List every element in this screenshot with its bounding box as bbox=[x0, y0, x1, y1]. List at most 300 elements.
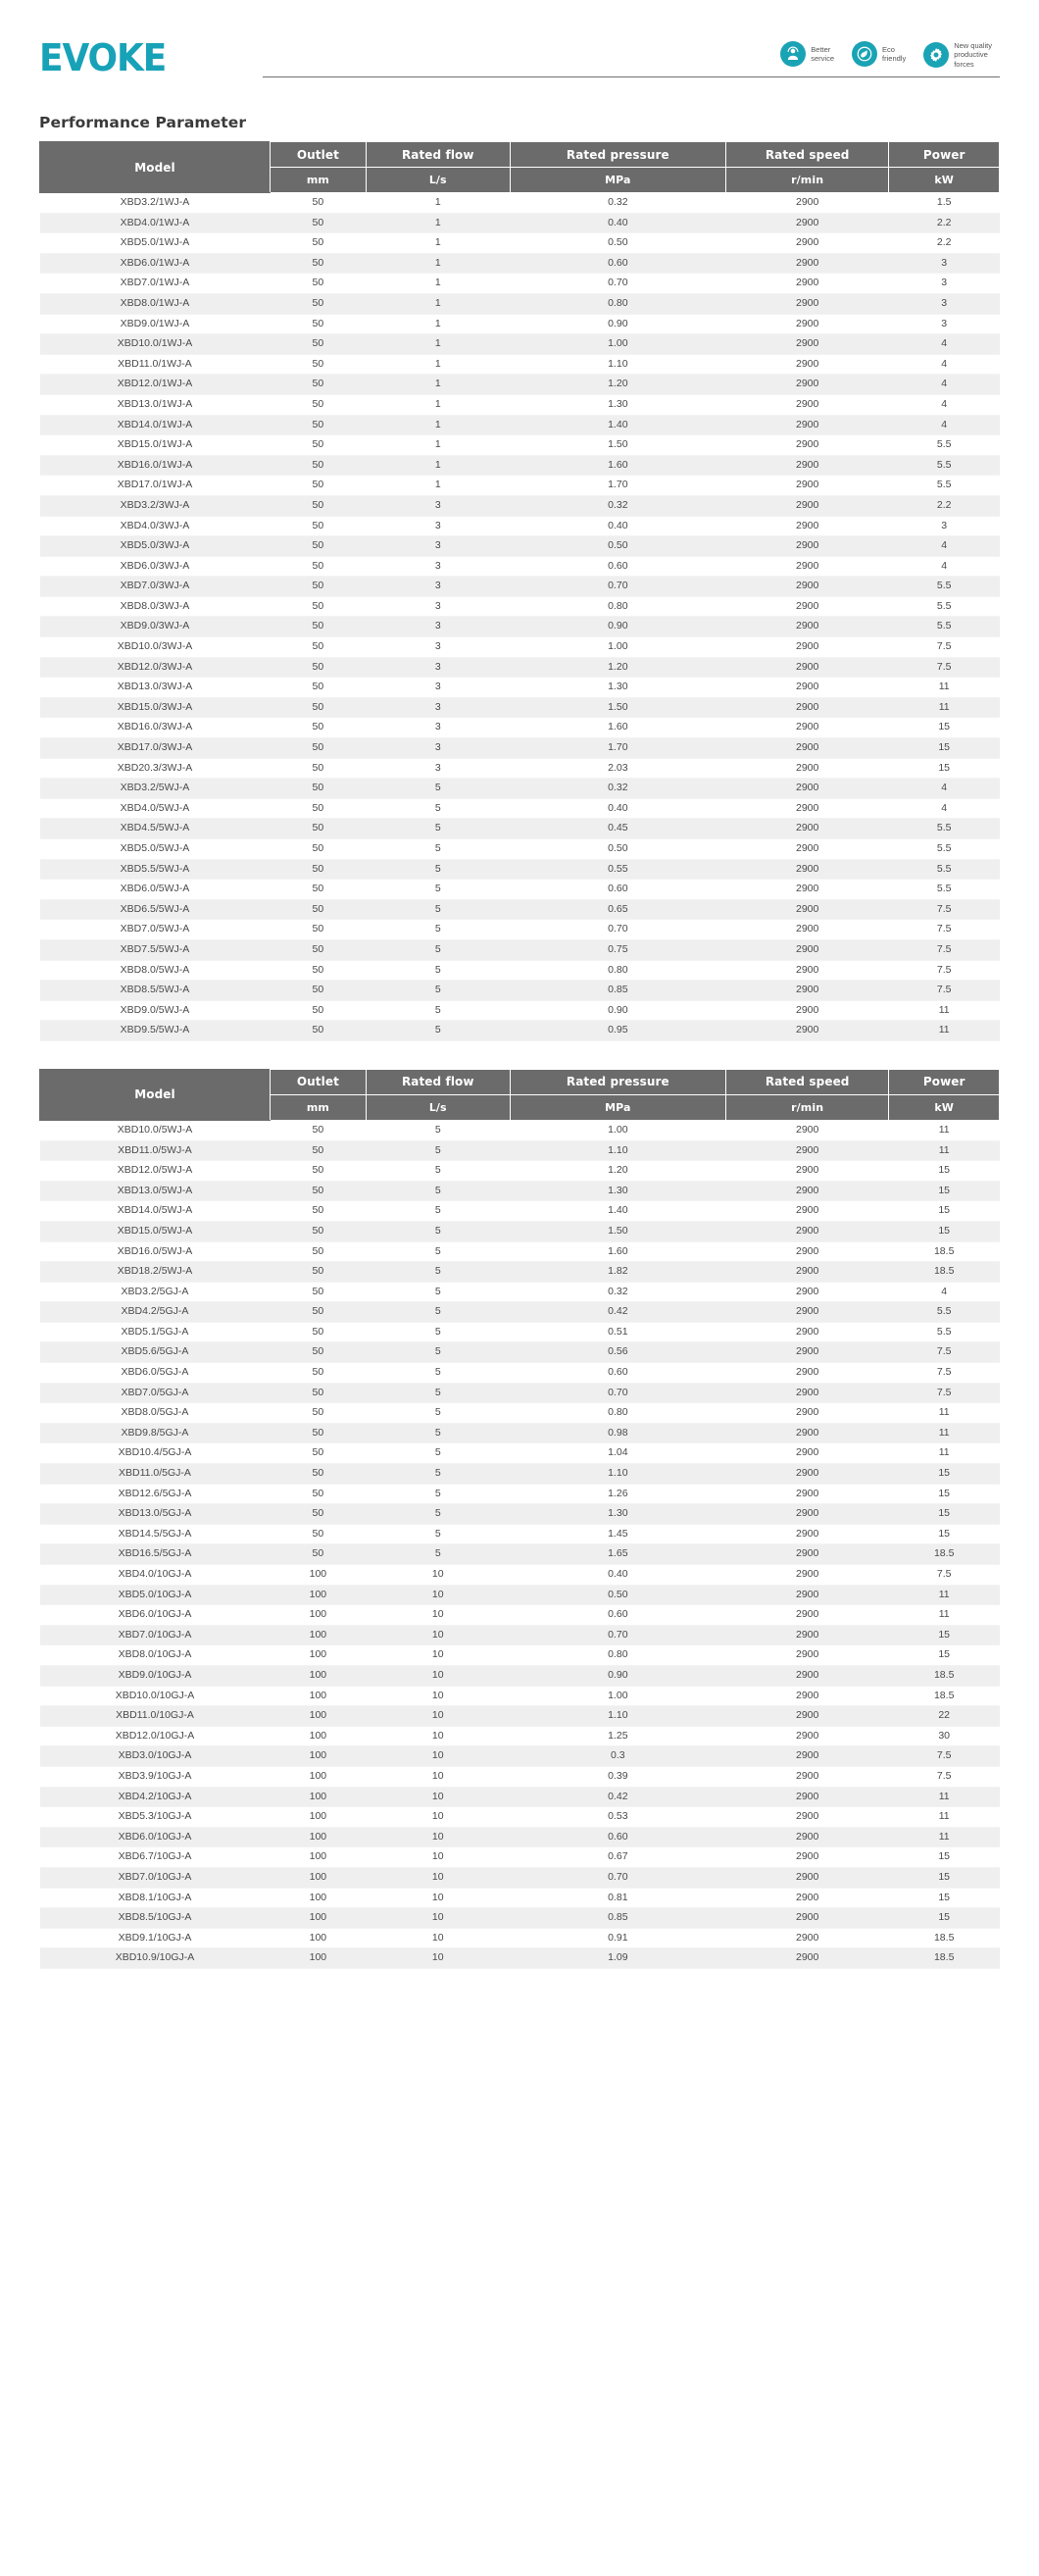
cell-outlet: 50 bbox=[270, 375, 366, 395]
cell-model: XBD8.0/5GJ-A bbox=[40, 1403, 271, 1424]
cell-rated-pressure: 0.80 bbox=[510, 1403, 725, 1424]
cell-power: 11 bbox=[889, 1021, 1000, 1041]
cell-rated-speed: 2900 bbox=[725, 516, 888, 536]
cell-outlet: 100 bbox=[270, 1847, 366, 1868]
cell-model: XBD10.9/10GJ-A bbox=[40, 1948, 271, 1969]
cell-rated-speed: 2900 bbox=[725, 1928, 888, 1948]
cell-rated-pressure: 0.32 bbox=[510, 779, 725, 799]
cell-rated-flow: 5 bbox=[366, 1403, 510, 1424]
table-row bbox=[40, 1524, 1000, 1544]
cell-model: XBD17.0/1WJ-A bbox=[40, 476, 271, 496]
table-row bbox=[40, 1403, 1000, 1424]
badge-better-service-label bbox=[811, 45, 834, 64]
cell-rated-flow: 5 bbox=[366, 859, 510, 880]
cell-power: 5.5 bbox=[889, 859, 1000, 880]
table-row bbox=[40, 394, 1000, 415]
table-row bbox=[40, 1787, 1000, 1807]
cell-rated-flow: 10 bbox=[366, 1928, 510, 1948]
table-row bbox=[40, 1262, 1000, 1283]
col-header-outlet: Outlet bbox=[270, 1069, 366, 1094]
cell-outlet: 50 bbox=[270, 193, 366, 214]
cell-outlet: 50 bbox=[270, 819, 366, 839]
cell-rated-speed: 2900 bbox=[725, 1322, 888, 1342]
cell-outlet: 100 bbox=[270, 1766, 366, 1787]
table-row bbox=[40, 1605, 1000, 1626]
table-row bbox=[40, 354, 1000, 375]
cell-model: XBD8.0/5WJ-A bbox=[40, 960, 271, 981]
cell-rated-pressure: 1.40 bbox=[510, 1201, 725, 1222]
cell-rated-speed: 2900 bbox=[725, 1605, 888, 1626]
col-unit-mpa: MPa bbox=[510, 1094, 725, 1120]
badge-line-2: service bbox=[811, 53, 835, 63]
cell-rated-pressure: 0.60 bbox=[510, 253, 725, 274]
cell-rated-flow: 1 bbox=[366, 314, 510, 334]
cell-rated-speed: 2900 bbox=[725, 1140, 888, 1161]
cell-rated-pressure: 1.50 bbox=[510, 697, 725, 718]
cell-rated-pressure: 1.82 bbox=[510, 1262, 725, 1283]
cell-model: XBD4.2/5GJ-A bbox=[40, 1302, 271, 1323]
cell-power: 5.5 bbox=[889, 577, 1000, 597]
cell-outlet: 100 bbox=[270, 1807, 366, 1828]
cell-power: 11 bbox=[889, 1120, 1000, 1140]
cell-rated-pressure: 0.40 bbox=[510, 213, 725, 233]
table-row bbox=[40, 657, 1000, 678]
cell-rated-flow: 3 bbox=[366, 596, 510, 617]
cell-power: 11 bbox=[889, 1787, 1000, 1807]
cell-rated-pressure: 0.91 bbox=[510, 1928, 725, 1948]
cell-outlet: 50 bbox=[270, 657, 366, 678]
cell-outlet: 50 bbox=[270, 1262, 366, 1283]
table-row bbox=[40, 1645, 1000, 1666]
cell-rated-flow: 5 bbox=[366, 839, 510, 860]
cell-outlet: 50 bbox=[270, 617, 366, 637]
cell-power: 7.5 bbox=[889, 920, 1000, 940]
cell-rated-pressure: 0.32 bbox=[510, 495, 725, 516]
cell-power: 18.5 bbox=[889, 1544, 1000, 1565]
table-row bbox=[40, 476, 1000, 496]
cell-rated-flow: 5 bbox=[366, 1544, 510, 1565]
cell-outlet: 50 bbox=[270, 1403, 366, 1424]
cell-model: XBD7.0/5WJ-A bbox=[40, 920, 271, 940]
cell-rated-pressure: 1.20 bbox=[510, 1161, 725, 1182]
cell-outlet: 50 bbox=[270, 1000, 366, 1021]
cell-rated-flow: 5 bbox=[366, 960, 510, 981]
cell-rated-flow: 5 bbox=[366, 1241, 510, 1262]
cell-model: XBD12.6/5GJ-A bbox=[40, 1484, 271, 1504]
cell-power: 11 bbox=[889, 1605, 1000, 1626]
cell-outlet: 50 bbox=[270, 455, 366, 476]
cell-power: 15 bbox=[889, 1888, 1000, 1908]
cell-rated-pressure: 0.32 bbox=[510, 193, 725, 214]
cell-power: 18.5 bbox=[889, 1928, 1000, 1948]
cell-outlet: 50 bbox=[270, 1021, 366, 1041]
cell-rated-speed: 2900 bbox=[725, 1342, 888, 1363]
table-row bbox=[40, 819, 1000, 839]
cell-outlet: 100 bbox=[270, 1665, 366, 1686]
cell-rated-speed: 2900 bbox=[725, 1241, 888, 1262]
cell-power: 7.5 bbox=[889, 1383, 1000, 1403]
cell-rated-speed: 2900 bbox=[725, 596, 888, 617]
table-row bbox=[40, 678, 1000, 698]
cell-outlet: 50 bbox=[270, 495, 366, 516]
cell-power: 4 bbox=[889, 798, 1000, 819]
cell-outlet: 100 bbox=[270, 1928, 366, 1948]
cell-rated-pressure: 0.51 bbox=[510, 1322, 725, 1342]
cell-model: XBD7.0/1WJ-A bbox=[40, 274, 271, 294]
table-row bbox=[40, 1464, 1000, 1485]
cell-rated-pressure: 1.10 bbox=[510, 1464, 725, 1485]
brand-logo[interactable]: EVOKE bbox=[39, 36, 167, 79]
cell-rated-flow: 5 bbox=[366, 1322, 510, 1342]
cell-rated-pressure: 0.90 bbox=[510, 617, 725, 637]
cell-outlet: 50 bbox=[270, 1161, 366, 1182]
cell-model: XBD3.2/5WJ-A bbox=[40, 779, 271, 799]
cell-outlet: 50 bbox=[270, 637, 366, 658]
cell-model: XBD12.0/3WJ-A bbox=[40, 657, 271, 678]
cell-power: 7.5 bbox=[889, 1766, 1000, 1787]
cell-rated-speed: 2900 bbox=[725, 213, 888, 233]
table-row bbox=[40, 1161, 1000, 1182]
cell-rated-speed: 2900 bbox=[725, 1201, 888, 1222]
cell-rated-speed: 2900 bbox=[725, 1302, 888, 1323]
cell-outlet: 50 bbox=[270, 213, 366, 233]
cell-rated-pressure: 0.32 bbox=[510, 1282, 725, 1302]
table-row bbox=[40, 899, 1000, 920]
cell-power: 11 bbox=[889, 1140, 1000, 1161]
cell-outlet: 50 bbox=[270, 334, 366, 355]
cell-model: XBD14.0/5WJ-A bbox=[40, 1201, 271, 1222]
cell-rated-flow: 10 bbox=[366, 1888, 510, 1908]
cell-rated-pressure: 0.65 bbox=[510, 899, 725, 920]
cell-outlet: 100 bbox=[270, 1827, 366, 1847]
cell-power: 7.5 bbox=[889, 637, 1000, 658]
cell-power: 11 bbox=[889, 1000, 1000, 1021]
cell-rated-pressure: 0.70 bbox=[510, 274, 725, 294]
cell-rated-flow: 3 bbox=[366, 516, 510, 536]
cell-power: 11 bbox=[889, 1443, 1000, 1464]
col-header-rated-pressure: Rated pressure bbox=[510, 142, 725, 168]
cell-rated-flow: 10 bbox=[366, 1625, 510, 1645]
col-unit-mm: mm bbox=[270, 1094, 366, 1120]
table-row bbox=[40, 1504, 1000, 1525]
table-row bbox=[40, 1282, 1000, 1302]
cell-rated-flow: 5 bbox=[366, 1363, 510, 1384]
cell-power: 7.5 bbox=[889, 1363, 1000, 1384]
table-row bbox=[40, 253, 1000, 274]
cell-rated-speed: 2900 bbox=[725, 819, 888, 839]
table-row bbox=[40, 596, 1000, 617]
table-row bbox=[40, 536, 1000, 557]
cell-model: XBD4.0/10GJ-A bbox=[40, 1565, 271, 1586]
cell-outlet: 50 bbox=[270, 960, 366, 981]
cell-outlet: 50 bbox=[270, 1504, 366, 1525]
cell-rated-flow: 5 bbox=[366, 1443, 510, 1464]
cell-rated-pressure: 0.60 bbox=[510, 880, 725, 900]
cell-rated-speed: 2900 bbox=[725, 839, 888, 860]
cell-outlet: 50 bbox=[270, 981, 366, 1001]
cell-rated-pressure: 1.00 bbox=[510, 1120, 725, 1140]
cell-model: XBD9.0/3WJ-A bbox=[40, 617, 271, 637]
cell-outlet: 50 bbox=[270, 1363, 366, 1384]
cell-rated-speed: 2900 bbox=[725, 1585, 888, 1605]
cell-outlet: 50 bbox=[270, 415, 366, 435]
col-header-rated-speed: Rated speed bbox=[725, 1069, 888, 1094]
cell-power: 4 bbox=[889, 536, 1000, 557]
cell-outlet: 100 bbox=[270, 1706, 366, 1727]
cell-power: 3 bbox=[889, 314, 1000, 334]
cell-rated-speed: 2900 bbox=[725, 657, 888, 678]
cell-model: XBD12.0/5WJ-A bbox=[40, 1161, 271, 1182]
cell-outlet: 50 bbox=[270, 1524, 366, 1544]
cell-rated-flow: 3 bbox=[366, 718, 510, 738]
performance-table-2 bbox=[39, 1069, 1000, 1969]
cell-rated-pressure: 0.60 bbox=[510, 1827, 725, 1847]
cell-rated-pressure: 0.90 bbox=[510, 1665, 725, 1686]
cell-power: 18.5 bbox=[889, 1686, 1000, 1706]
cell-rated-pressure: 0.85 bbox=[510, 981, 725, 1001]
cell-rated-pressure: 0.80 bbox=[510, 1645, 725, 1666]
cell-outlet: 50 bbox=[270, 476, 366, 496]
cell-rated-pressure: 0.42 bbox=[510, 1787, 725, 1807]
col-unit-mm: mm bbox=[270, 168, 366, 193]
cell-power: 4 bbox=[889, 779, 1000, 799]
table-row bbox=[40, 1302, 1000, 1323]
table-row bbox=[40, 1908, 1000, 1929]
cell-rated-pressure: 1.60 bbox=[510, 455, 725, 476]
cell-power: 7.5 bbox=[889, 1342, 1000, 1363]
table-row bbox=[40, 1888, 1000, 1908]
cell-model: XBD10.0/3WJ-A bbox=[40, 637, 271, 658]
cell-rated-speed: 2900 bbox=[725, 476, 888, 496]
table-row bbox=[40, 1928, 1000, 1948]
cell-power: 15 bbox=[889, 1645, 1000, 1666]
cell-rated-speed: 2900 bbox=[725, 1262, 888, 1283]
cell-rated-flow: 3 bbox=[366, 637, 510, 658]
cell-outlet: 50 bbox=[270, 1302, 366, 1323]
cell-rated-speed: 2900 bbox=[725, 1746, 888, 1767]
cell-power: 3 bbox=[889, 293, 1000, 314]
badge-line-1: Better bbox=[811, 44, 831, 54]
cell-rated-speed: 2900 bbox=[725, 435, 888, 456]
cell-rated-flow: 5 bbox=[366, 1140, 510, 1161]
cell-rated-flow: 10 bbox=[366, 1908, 510, 1929]
badge-new-quality-label bbox=[954, 41, 992, 69]
cell-power: 30 bbox=[889, 1726, 1000, 1746]
cell-rated-pressure: 0.42 bbox=[510, 1302, 725, 1323]
table-row bbox=[40, 839, 1000, 860]
badge-new-quality-productive-forces bbox=[923, 41, 992, 69]
cell-rated-flow: 10 bbox=[366, 1867, 510, 1888]
cell-model: XBD7.0/3WJ-A bbox=[40, 577, 271, 597]
col-header-rated-speed: Rated speed bbox=[725, 142, 888, 168]
cell-model: XBD20.3/3WJ-A bbox=[40, 758, 271, 779]
table-row bbox=[40, 495, 1000, 516]
cell-rated-speed: 2900 bbox=[725, 1021, 888, 1041]
cell-outlet: 50 bbox=[270, 556, 366, 577]
cell-rated-speed: 2900 bbox=[725, 1363, 888, 1384]
cell-rated-speed: 2900 bbox=[725, 1908, 888, 1929]
cell-rated-pressure: 0.75 bbox=[510, 939, 725, 960]
cell-rated-pressure: 1.50 bbox=[510, 1221, 725, 1241]
gear-icon bbox=[923, 42, 949, 68]
cell-power: 15 bbox=[889, 1625, 1000, 1645]
cell-outlet: 50 bbox=[270, 394, 366, 415]
cell-rated-speed: 2900 bbox=[725, 1766, 888, 1787]
cell-power: 11 bbox=[889, 1585, 1000, 1605]
cell-model: XBD18.2/5WJ-A bbox=[40, 1262, 271, 1283]
page-title: Performance Parameter bbox=[39, 114, 247, 131]
cell-rated-pressure: 0.80 bbox=[510, 960, 725, 981]
cell-rated-flow: 3 bbox=[366, 738, 510, 759]
cell-outlet: 100 bbox=[270, 1585, 366, 1605]
badge-line-1: Eco bbox=[882, 44, 895, 54]
cell-rated-flow: 5 bbox=[366, 899, 510, 920]
cell-power: 15 bbox=[889, 1847, 1000, 1868]
cell-rated-flow: 1 bbox=[366, 253, 510, 274]
table-header-group-row bbox=[40, 142, 1000, 168]
cell-model: XBD3.2/1WJ-A bbox=[40, 193, 271, 214]
cell-outlet: 50 bbox=[270, 536, 366, 557]
cell-rated-flow: 3 bbox=[366, 536, 510, 557]
badge-eco-friendly bbox=[852, 41, 906, 67]
cell-power: 11 bbox=[889, 678, 1000, 698]
cell-power: 4 bbox=[889, 394, 1000, 415]
cell-rated-flow: 10 bbox=[366, 1665, 510, 1686]
table-row bbox=[40, 293, 1000, 314]
cell-model: XBD9.1/10GJ-A bbox=[40, 1928, 271, 1948]
table-row bbox=[40, 1140, 1000, 1161]
cell-rated-flow: 5 bbox=[366, 920, 510, 940]
cell-rated-speed: 2900 bbox=[725, 577, 888, 597]
cell-rated-speed: 2900 bbox=[725, 274, 888, 294]
table-row bbox=[40, 193, 1000, 214]
cell-outlet: 50 bbox=[270, 1140, 366, 1161]
cell-rated-speed: 2900 bbox=[725, 1443, 888, 1464]
cell-rated-pressure: 1.65 bbox=[510, 1544, 725, 1565]
cell-rated-speed: 2900 bbox=[725, 899, 888, 920]
table-body bbox=[40, 1120, 1000, 1968]
cell-model: XBD11.0/1WJ-A bbox=[40, 354, 271, 375]
cell-model: XBD6.0/5GJ-A bbox=[40, 1363, 271, 1384]
col-unit-rmin: r/min bbox=[725, 168, 888, 193]
cell-rated-pressure: 0.53 bbox=[510, 1807, 725, 1828]
cell-outlet: 50 bbox=[270, 314, 366, 334]
table-row bbox=[40, 213, 1000, 233]
cell-power: 18.5 bbox=[889, 1948, 1000, 1969]
table-row bbox=[40, 697, 1000, 718]
cell-power: 15 bbox=[889, 1908, 1000, 1929]
cell-rated-flow: 5 bbox=[366, 798, 510, 819]
cell-rated-flow: 5 bbox=[366, 819, 510, 839]
cell-model: XBD5.0/5WJ-A bbox=[40, 839, 271, 860]
cell-rated-pressure: 0.60 bbox=[510, 1363, 725, 1384]
cell-power: 4 bbox=[889, 1282, 1000, 1302]
cell-rated-flow: 5 bbox=[366, 1181, 510, 1201]
cell-model: XBD5.3/10GJ-A bbox=[40, 1807, 271, 1828]
cell-model: XBD16.0/3WJ-A bbox=[40, 718, 271, 738]
cell-power: 4 bbox=[889, 415, 1000, 435]
cell-power: 15 bbox=[889, 1504, 1000, 1525]
cell-outlet: 100 bbox=[270, 1686, 366, 1706]
cell-power: 3 bbox=[889, 274, 1000, 294]
table-row bbox=[40, 1423, 1000, 1443]
cell-rated-pressure: 0.45 bbox=[510, 819, 725, 839]
table-row bbox=[40, 1181, 1000, 1201]
table-row bbox=[40, 1948, 1000, 1969]
cell-rated-pressure: 1.20 bbox=[510, 375, 725, 395]
cell-rated-pressure: 0.80 bbox=[510, 293, 725, 314]
cell-power: 5.5 bbox=[889, 819, 1000, 839]
cell-model: XBD4.5/5WJ-A bbox=[40, 819, 271, 839]
col-unit-mpa: MPa bbox=[510, 168, 725, 193]
col-unit-ls: L/s bbox=[366, 168, 510, 193]
cell-outlet: 100 bbox=[270, 1726, 366, 1746]
cell-rated-pressure: 0.40 bbox=[510, 1565, 725, 1586]
cell-rated-speed: 2900 bbox=[725, 394, 888, 415]
col-unit-rmin: r/min bbox=[725, 1094, 888, 1120]
cell-rated-flow: 3 bbox=[366, 758, 510, 779]
cell-rated-pressure: 0.90 bbox=[510, 314, 725, 334]
table-row bbox=[40, 738, 1000, 759]
cell-power: 11 bbox=[889, 1423, 1000, 1443]
cell-rated-flow: 3 bbox=[366, 697, 510, 718]
cell-rated-speed: 2900 bbox=[725, 193, 888, 214]
cell-rated-flow: 5 bbox=[366, 1161, 510, 1182]
cell-power: 7.5 bbox=[889, 960, 1000, 981]
table-row bbox=[40, 556, 1000, 577]
cell-model: XBD15.0/1WJ-A bbox=[40, 435, 271, 456]
cell-rated-flow: 3 bbox=[366, 617, 510, 637]
table-row bbox=[40, 375, 1000, 395]
table-row bbox=[40, 1484, 1000, 1504]
cell-rated-pressure: 2.03 bbox=[510, 758, 725, 779]
cell-rated-speed: 2900 bbox=[725, 334, 888, 355]
cell-model: XBD8.5/5WJ-A bbox=[40, 981, 271, 1001]
cell-model: XBD15.0/3WJ-A bbox=[40, 697, 271, 718]
table-row bbox=[40, 1241, 1000, 1262]
cell-model: XBD12.0/1WJ-A bbox=[40, 375, 271, 395]
table-head bbox=[40, 142, 1000, 193]
cell-outlet: 50 bbox=[270, 233, 366, 254]
cell-rated-speed: 2900 bbox=[725, 233, 888, 254]
cell-power: 4 bbox=[889, 375, 1000, 395]
cell-model: XBD16.5/5GJ-A bbox=[40, 1544, 271, 1565]
badge-eco-friendly-label bbox=[882, 45, 906, 64]
cell-rated-flow: 5 bbox=[366, 1021, 510, 1041]
cell-power: 15 bbox=[889, 718, 1000, 738]
cell-model: XBD10.4/5GJ-A bbox=[40, 1443, 271, 1464]
cell-model: XBD15.0/5WJ-A bbox=[40, 1221, 271, 1241]
cell-rated-flow: 10 bbox=[366, 1706, 510, 1727]
cell-outlet: 50 bbox=[270, 1423, 366, 1443]
cell-rated-flow: 5 bbox=[366, 1423, 510, 1443]
table-row bbox=[40, 334, 1000, 355]
cell-power: 7.5 bbox=[889, 657, 1000, 678]
cell-rated-speed: 2900 bbox=[725, 960, 888, 981]
cell-model: XBD5.0/10GJ-A bbox=[40, 1585, 271, 1605]
table-body bbox=[40, 193, 1000, 1041]
cell-outlet: 50 bbox=[270, 1282, 366, 1302]
cell-model: XBD7.0/5GJ-A bbox=[40, 1383, 271, 1403]
table-row bbox=[40, 880, 1000, 900]
cell-rated-pressure: 1.00 bbox=[510, 334, 725, 355]
cell-model: XBD8.1/10GJ-A bbox=[40, 1888, 271, 1908]
cell-rated-pressure: 0.40 bbox=[510, 798, 725, 819]
cell-rated-speed: 2900 bbox=[725, 1706, 888, 1727]
cell-rated-pressure: 1.60 bbox=[510, 1241, 725, 1262]
cell-rated-speed: 2900 bbox=[725, 1665, 888, 1686]
cell-power: 11 bbox=[889, 1403, 1000, 1424]
